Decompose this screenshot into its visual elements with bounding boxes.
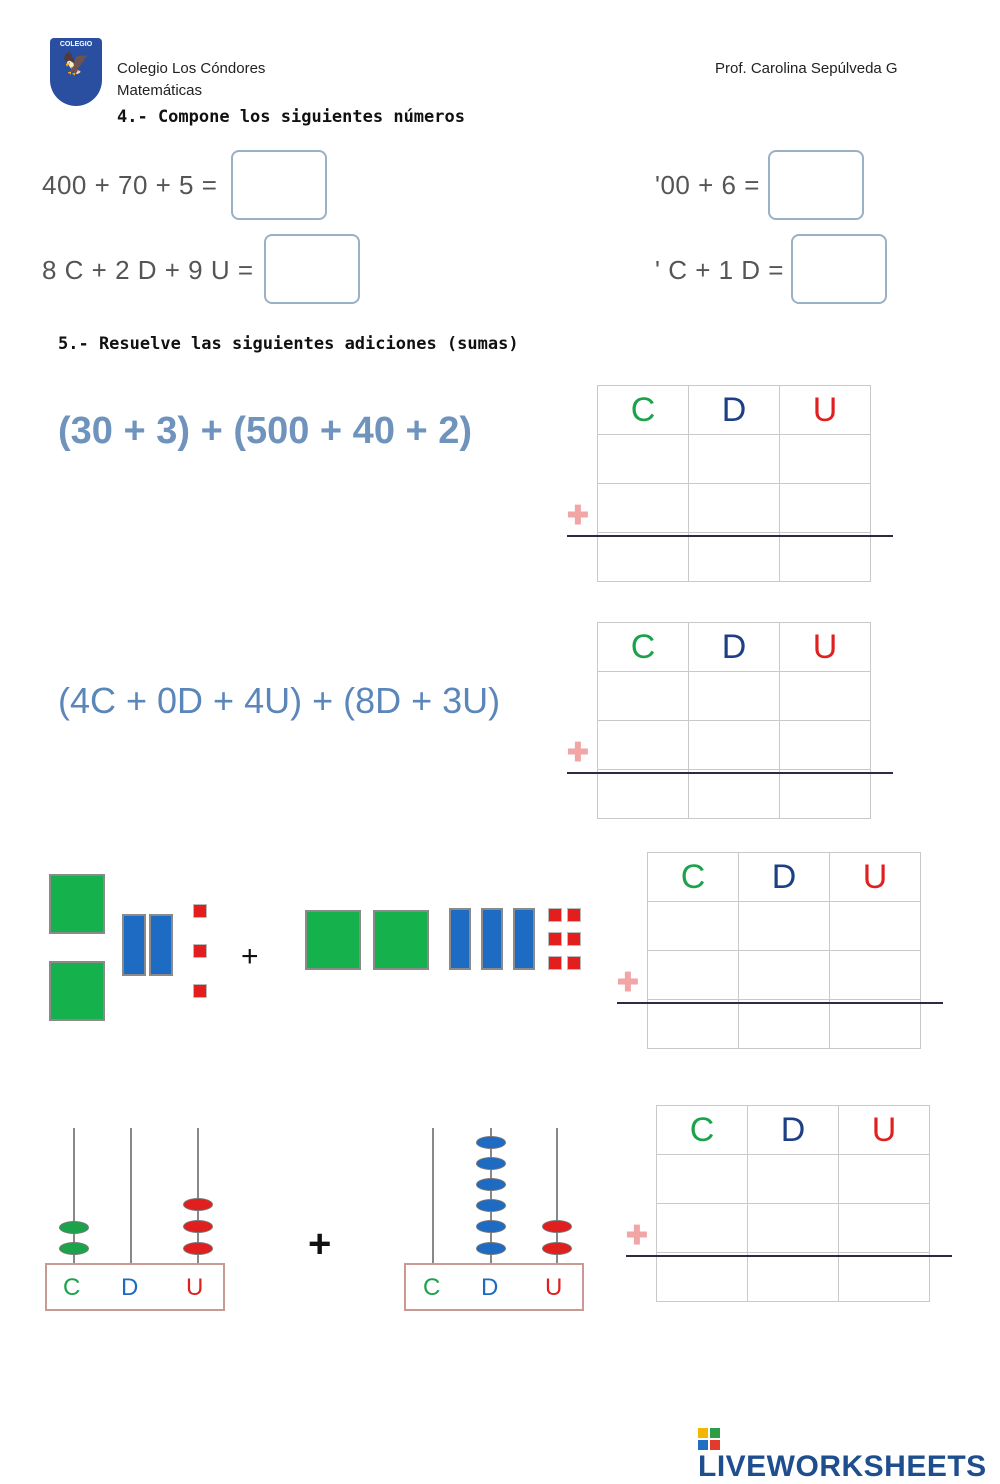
cell[interactable] — [689, 484, 780, 533]
unit-cube — [193, 944, 207, 958]
cell[interactable] — [739, 902, 830, 951]
plus-operator: + — [308, 1222, 332, 1266]
unit-cube — [548, 956, 562, 970]
expression-2: (4C + 0D + 4U) + (8D + 3U) — [58, 680, 501, 721]
sum-line — [626, 1255, 952, 1257]
answer-box-4[interactable] — [791, 234, 887, 304]
result-cell[interactable] — [657, 1253, 748, 1302]
cell[interactable] — [598, 435, 689, 484]
brand-name: LIVEWORKSHEETS — [698, 1450, 987, 1483]
result-cell[interactable] — [689, 770, 780, 819]
school-name: Colegio Los Cóndores — [117, 60, 266, 77]
teacher-name: Prof. Carolina Sepúlveda G — [715, 60, 898, 77]
result-cell[interactable] — [780, 533, 871, 582]
abacus-label-d: D — [481, 1274, 499, 1301]
abacus-rod — [432, 1128, 434, 1264]
abacus-label-c: C — [423, 1274, 441, 1301]
abacus-bead — [59, 1221, 89, 1234]
sum-line — [567, 772, 893, 774]
header-u: U — [780, 386, 871, 435]
abacus-bead — [476, 1178, 506, 1191]
cell[interactable] — [780, 435, 871, 484]
hundred-block — [49, 874, 105, 934]
header-d: D — [689, 386, 780, 435]
abacus-bead — [542, 1242, 572, 1255]
header-d: D — [689, 623, 780, 672]
cell[interactable] — [839, 1204, 930, 1253]
school-logo — [50, 38, 102, 106]
logo-text: COLEGIO — [59, 41, 93, 48]
hundred-block — [373, 910, 429, 970]
cell[interactable] — [657, 1204, 748, 1253]
ten-rod — [513, 908, 535, 970]
hundred-block — [49, 961, 105, 1021]
result-cell[interactable] — [780, 770, 871, 819]
abacus-bead — [476, 1136, 506, 1149]
abacus-bead — [183, 1198, 213, 1211]
cell[interactable] — [648, 951, 739, 1000]
header-u: U — [839, 1106, 930, 1155]
abacus-bead — [476, 1199, 506, 1212]
ten-rod — [449, 908, 471, 970]
ten-rod — [149, 914, 173, 976]
abacus-bead — [183, 1220, 213, 1233]
abacus-label-u: U — [545, 1274, 563, 1301]
cell[interactable] — [748, 1155, 839, 1204]
header-c: C — [598, 623, 689, 672]
liveworksheets-logo-icon — [698, 1428, 720, 1450]
header-c: C — [598, 386, 689, 435]
unit-cube — [548, 908, 562, 922]
abacus-bead — [59, 1242, 89, 1255]
cell[interactable] — [689, 672, 780, 721]
abacus-label-u: U — [186, 1274, 204, 1301]
header-c: C — [648, 853, 739, 902]
result-cell[interactable] — [748, 1253, 839, 1302]
abacus-label-c: C — [63, 1274, 81, 1301]
section4-title: 4.- Compone los siguientes números — [117, 107, 465, 127]
ten-rod — [122, 914, 146, 976]
cell[interactable] — [648, 902, 739, 951]
subject-name: Matemáticas — [117, 82, 203, 99]
result-cell[interactable] — [689, 533, 780, 582]
place-value-table-3 — [647, 852, 921, 1049]
hundred-block — [305, 910, 361, 970]
cell[interactable] — [839, 1155, 930, 1204]
unit-cube — [567, 956, 581, 970]
footer-brand — [698, 1428, 1000, 1484]
plus-icon: ✚ — [626, 1220, 648, 1250]
header-d: D — [739, 853, 830, 902]
header-c: C — [657, 1106, 748, 1155]
abacus-label-d: D — [121, 1274, 139, 1301]
result-cell[interactable] — [648, 1000, 739, 1049]
expression-1: (30 + 3) + (500 + 40 + 2) — [58, 410, 473, 452]
section5-title: 5.- Resuelve las siguientes adiciones (sumas) — [58, 334, 519, 354]
equation-4: ' C + 1 D = — [655, 255, 784, 285]
plus-operator: + — [241, 940, 259, 973]
answer-box-2[interactable] — [768, 150, 864, 220]
header-d: D — [748, 1106, 839, 1155]
unit-cube — [567, 932, 581, 946]
result-cell[interactable] — [830, 1000, 921, 1049]
cell[interactable] — [598, 484, 689, 533]
ten-rod — [481, 908, 503, 970]
result-cell[interactable] — [598, 533, 689, 582]
equation-1: 400 + 70 + 5 = — [42, 170, 218, 200]
plus-icon: ✚ — [567, 500, 589, 530]
sum-line — [567, 535, 893, 537]
header-u: U — [780, 623, 871, 672]
cell[interactable] — [598, 721, 689, 770]
unit-cube — [567, 908, 581, 922]
plus-icon: ✚ — [617, 967, 639, 997]
abacus-rod — [130, 1128, 132, 1264]
abacus-bead — [476, 1157, 506, 1170]
cell[interactable] — [780, 672, 871, 721]
equation-3: 8 C + 2 D + 9 U = — [42, 255, 254, 285]
unit-cube — [193, 984, 207, 998]
place-value-table-1 — [597, 385, 871, 582]
unit-cube — [548, 932, 562, 946]
plus-icon: ✚ — [567, 737, 589, 767]
unit-cube — [193, 904, 207, 918]
sum-line — [617, 1002, 943, 1004]
cell[interactable] — [689, 721, 780, 770]
abacus-bead — [476, 1220, 506, 1233]
result-cell[interactable] — [598, 770, 689, 819]
cell[interactable] — [748, 1204, 839, 1253]
cell[interactable] — [830, 902, 921, 951]
header-u: U — [830, 853, 921, 902]
equation-2: '00 + 6 = — [655, 170, 760, 200]
cell[interactable] — [830, 951, 921, 1000]
cell[interactable] — [689, 435, 780, 484]
place-value-table-4 — [656, 1105, 930, 1302]
condor-icon: 🦅 — [62, 51, 90, 76]
abacus-bead — [476, 1242, 506, 1255]
cell[interactable] — [598, 672, 689, 721]
result-cell[interactable] — [739, 1000, 830, 1049]
cell[interactable] — [657, 1155, 748, 1204]
abacus-bead — [183, 1242, 213, 1255]
answer-box-3[interactable] — [264, 234, 360, 304]
cell[interactable] — [739, 951, 830, 1000]
place-value-table-2 — [597, 622, 871, 819]
result-cell[interactable] — [839, 1253, 930, 1302]
cell[interactable] — [780, 484, 871, 533]
answer-box-1[interactable] — [231, 150, 327, 220]
cell[interactable] — [780, 721, 871, 770]
abacus-bead — [542, 1220, 572, 1233]
